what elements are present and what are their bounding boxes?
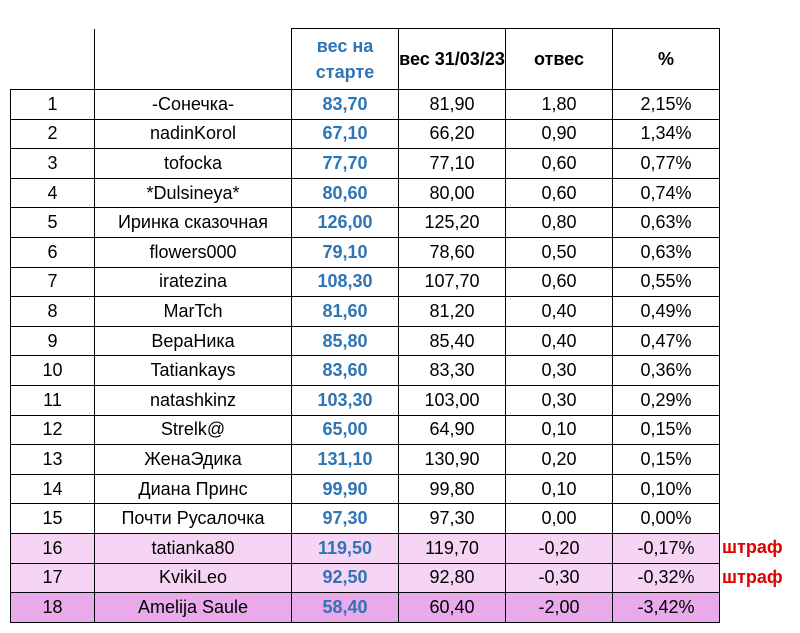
loss-percent: 1,34% — [613, 119, 720, 149]
row-number: 15 — [11, 504, 95, 534]
header-start-weight: вес на старте — [292, 29, 399, 90]
header-percent: % — [613, 29, 720, 90]
weight-loss: 0,10 — [506, 415, 613, 445]
table-row — [11, 178, 720, 208]
row-number: 7 — [11, 267, 95, 297]
participant-name: MarTch — [95, 297, 292, 327]
current-weight: 81,20 — [399, 297, 506, 327]
start-weight: 97,30 — [292, 504, 399, 534]
loss-percent: 0,15% — [613, 415, 720, 445]
row-number: 1 — [11, 90, 95, 120]
header-loss: отвес — [506, 29, 613, 90]
current-weight: 77,10 — [399, 149, 506, 179]
loss-percent: 0,36% — [613, 356, 720, 386]
current-weight: 92,80 — [399, 563, 506, 593]
participant-name: nadinKorol — [95, 119, 292, 149]
table-row — [11, 90, 720, 120]
loss-percent: -0,32% — [613, 563, 720, 593]
weight-loss: 0,60 — [506, 149, 613, 179]
loss-percent: 0,55% — [613, 267, 720, 297]
weight-loss: 0,30 — [506, 385, 613, 415]
table-row — [11, 593, 720, 623]
loss-percent: 0,15% — [613, 445, 720, 475]
table-row — [11, 504, 720, 534]
current-weight: 80,00 — [399, 178, 506, 208]
start-weight: 92,50 — [292, 563, 399, 593]
current-weight: 107,70 — [399, 267, 506, 297]
table-row — [11, 356, 720, 386]
start-weight: 79,10 — [292, 237, 399, 267]
current-weight: 85,40 — [399, 326, 506, 356]
weight-loss: 0,30 — [506, 356, 613, 386]
row-number: 6 — [11, 237, 95, 267]
participant-name: Почти Русалочка — [95, 504, 292, 534]
participant-name: KvikiLeo — [95, 563, 292, 593]
row-number: 10 — [11, 356, 95, 386]
loss-percent: 0,77% — [613, 149, 720, 179]
weight-loss: -2,00 — [506, 593, 613, 623]
current-weight: 83,30 — [399, 356, 506, 386]
row-number: 2 — [11, 119, 95, 149]
table-row — [11, 385, 720, 415]
current-weight: 130,90 — [399, 445, 506, 475]
current-weight: 64,90 — [399, 415, 506, 445]
table-row — [11, 208, 720, 238]
row-number: 5 — [11, 208, 95, 238]
penalty-label: штраф — [722, 566, 783, 587]
row-number: 14 — [11, 474, 95, 504]
weight-loss: 0,50 — [506, 237, 613, 267]
participant-name: Amelija Saule — [95, 593, 292, 623]
current-weight: 119,70 — [399, 533, 506, 563]
participant-name: -Сонечка- — [95, 90, 292, 120]
row-number: 18 — [11, 593, 95, 623]
participant-name: Tatiankays — [95, 356, 292, 386]
start-weight: 80,60 — [292, 178, 399, 208]
current-weight: 66,20 — [399, 119, 506, 149]
current-weight: 103,00 — [399, 385, 506, 415]
participant-name: tofocka — [95, 149, 292, 179]
weight-loss: -0,20 — [506, 533, 613, 563]
weight-loss: 0,60 — [506, 267, 613, 297]
row-number: 17 — [11, 563, 95, 593]
weight-loss: 0,10 — [506, 474, 613, 504]
participant-name: Strelk@ — [95, 415, 292, 445]
header-blank-2 — [95, 29, 292, 90]
loss-percent: -3,42% — [613, 593, 720, 623]
weight-loss: 0,40 — [506, 326, 613, 356]
weight-loss: 0,80 — [506, 208, 613, 238]
loss-percent: 0,10% — [613, 474, 720, 504]
loss-percent: 0,49% — [613, 297, 720, 327]
table-body — [11, 90, 720, 623]
start-weight: 99,90 — [292, 474, 399, 504]
table-row — [11, 474, 720, 504]
table-row — [11, 297, 720, 327]
table-row — [11, 415, 720, 445]
table-row — [11, 533, 720, 563]
penalty-label: штраф — [722, 537, 783, 558]
current-weight: 60,40 — [399, 593, 506, 623]
loss-percent: 0,74% — [613, 178, 720, 208]
participant-name: ЖенаЭдика — [95, 445, 292, 475]
current-weight: 97,30 — [399, 504, 506, 534]
table-row — [11, 119, 720, 149]
participant-name: Диана Принс — [95, 474, 292, 504]
row-number: 9 — [11, 326, 95, 356]
weight-loss: 0,20 — [506, 445, 613, 475]
row-number: 13 — [11, 445, 95, 475]
weight-loss: -0,30 — [506, 563, 613, 593]
start-weight: 67,10 — [292, 119, 399, 149]
table-row — [11, 149, 720, 179]
row-number: 4 — [11, 178, 95, 208]
start-weight: 83,70 — [292, 90, 399, 120]
weight-loss: 0,00 — [506, 504, 613, 534]
start-weight: 103,30 — [292, 385, 399, 415]
loss-percent: 0,63% — [613, 208, 720, 238]
row-number: 16 — [11, 533, 95, 563]
weight-loss: 0,90 — [506, 119, 613, 149]
current-weight: 99,80 — [399, 474, 506, 504]
weight-loss: 0,40 — [506, 297, 613, 327]
start-weight: 83,60 — [292, 356, 399, 386]
table-row — [11, 563, 720, 593]
participant-name: flowers000 — [95, 237, 292, 267]
loss-percent: 0,47% — [613, 326, 720, 356]
header-weight-date: вес 31/03/23 — [399, 29, 506, 90]
row-number: 3 — [11, 149, 95, 179]
participant-name: ВераНика — [95, 326, 292, 356]
start-weight: 119,50 — [292, 533, 399, 563]
weight-loss: 1,80 — [506, 90, 613, 120]
start-weight: 58,40 — [292, 593, 399, 623]
current-weight: 78,60 — [399, 237, 506, 267]
participant-name: tatianka80 — [95, 533, 292, 563]
start-weight: 65,00 — [292, 415, 399, 445]
current-weight: 81,90 — [399, 90, 506, 120]
loss-percent: 0,29% — [613, 385, 720, 415]
participant-name: Иринка сказочная — [95, 208, 292, 238]
participant-name: *Dulsineya* — [95, 178, 292, 208]
table-row — [11, 267, 720, 297]
start-weight: 108,30 — [292, 267, 399, 297]
participant-name: iratezina — [95, 267, 292, 297]
table-row — [11, 326, 720, 356]
loss-percent: 0,00% — [613, 504, 720, 534]
start-weight: 81,60 — [292, 297, 399, 327]
header-blank — [11, 29, 95, 90]
table-row — [11, 237, 720, 267]
start-weight: 85,80 — [292, 326, 399, 356]
participant-name: natashkinz — [95, 385, 292, 415]
loss-percent: 0,63% — [613, 237, 720, 267]
loss-percent: 2,15% — [613, 90, 720, 120]
weight-table — [10, 28, 720, 623]
row-number: 12 — [11, 415, 95, 445]
row-number: 11 — [11, 385, 95, 415]
header-row — [11, 29, 720, 90]
current-weight: 125,20 — [399, 208, 506, 238]
start-weight: 126,00 — [292, 208, 399, 238]
weight-loss: 0,60 — [506, 178, 613, 208]
start-weight: 77,70 — [292, 149, 399, 179]
start-weight: 131,10 — [292, 445, 399, 475]
table-row — [11, 445, 720, 475]
loss-percent: -0,17% — [613, 533, 720, 563]
row-number: 8 — [11, 297, 95, 327]
